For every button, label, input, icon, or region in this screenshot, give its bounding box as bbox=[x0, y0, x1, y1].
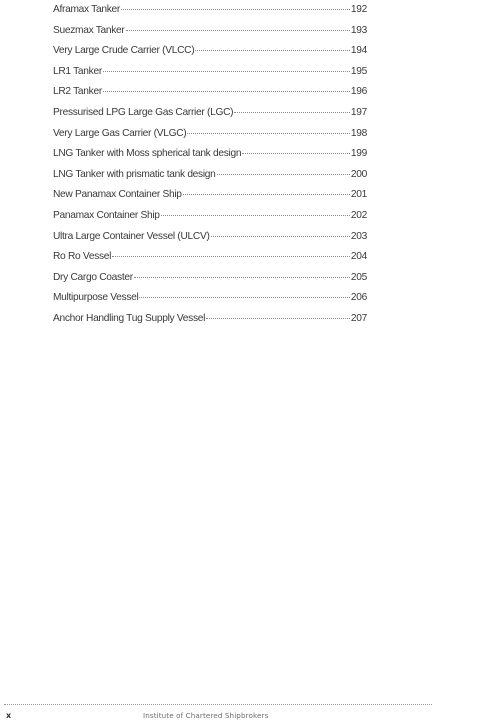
toc-entry bbox=[53, 66, 367, 87]
dot-leader bbox=[195, 50, 350, 51]
toc-entry-page: 205 bbox=[350, 271, 367, 283]
dot-leader bbox=[103, 91, 350, 92]
toc-entry-title: Anchor Handling Tug Supply Vessel bbox=[53, 312, 206, 324]
toc-entry bbox=[53, 169, 367, 190]
dot-leader bbox=[242, 153, 350, 154]
toc-entry-page: 202 bbox=[350, 209, 367, 221]
dot-leader bbox=[134, 277, 350, 278]
toc-entry-page: 198 bbox=[350, 127, 367, 139]
dot-leader bbox=[161, 215, 350, 216]
table-of-contents bbox=[53, 4, 367, 334]
toc-entry-page: 193 bbox=[350, 24, 367, 36]
toc-entry bbox=[53, 25, 367, 46]
toc-entry-title: LNG Tanker with prismatic tank design bbox=[53, 168, 216, 180]
footer-page-number: x bbox=[6, 711, 12, 720]
dot-leader bbox=[112, 256, 350, 257]
toc-entry bbox=[53, 292, 367, 313]
dot-leader bbox=[183, 194, 350, 195]
dot-leader bbox=[121, 9, 350, 10]
toc-entry-page: 199 bbox=[350, 148, 367, 160]
toc-entry-title: Ro Ro Vessel bbox=[53, 251, 112, 263]
dot-leader bbox=[103, 71, 350, 72]
toc-entry-title: Suezmax Tanker bbox=[53, 24, 125, 36]
dot-leader bbox=[126, 30, 350, 31]
toc-entry-page: 201 bbox=[350, 189, 367, 201]
toc-entry-title: LR1 Tanker bbox=[53, 65, 102, 77]
toc-entry-title: Aframax Tanker bbox=[53, 4, 120, 15]
dot-leader bbox=[217, 174, 350, 175]
footer-publisher: Institute of Chartered Shipbrokers bbox=[143, 711, 269, 720]
dot-leader bbox=[187, 133, 349, 134]
toc-entry-title: LNG Tanker with Moss spherical tank design bbox=[53, 148, 242, 160]
toc-entry-page: 203 bbox=[350, 230, 367, 242]
dot-leader bbox=[234, 112, 350, 113]
toc-entry-page: 204 bbox=[350, 251, 367, 263]
toc-entry bbox=[53, 148, 367, 169]
toc-entry-title: Multipurpose Vessel bbox=[53, 292, 139, 304]
toc-entry-title: Very Large Gas Carrier (VLGC) bbox=[53, 127, 187, 139]
toc-entry bbox=[53, 210, 367, 231]
dot-leader bbox=[211, 236, 350, 237]
dot-leader bbox=[139, 297, 349, 298]
toc-entry-page: 194 bbox=[350, 45, 367, 57]
toc-entry-title: Ultra Large Container Vessel (ULCV) bbox=[53, 230, 210, 242]
toc-entry bbox=[53, 4, 367, 25]
toc-entry bbox=[53, 86, 367, 107]
toc-entry-title: LR2 Tanker bbox=[53, 86, 102, 98]
toc-entry-page: 207 bbox=[350, 312, 367, 324]
toc-entry-title: Dry Cargo Coaster bbox=[53, 271, 133, 283]
toc-entry bbox=[53, 45, 367, 66]
toc-entry bbox=[53, 272, 367, 293]
toc-entry-page: 200 bbox=[350, 168, 367, 180]
toc-entry-title: Panamax Container Ship bbox=[53, 209, 160, 221]
toc-entry bbox=[53, 231, 367, 252]
dot-leader bbox=[206, 318, 350, 319]
toc-entry-page: 197 bbox=[350, 106, 367, 118]
footer-divider bbox=[4, 704, 432, 705]
toc-entry bbox=[53, 251, 367, 272]
toc-entry-title: New Panamax Container Ship bbox=[53, 189, 182, 201]
toc-entry-page: 192 bbox=[350, 4, 367, 15]
toc-entry-page: 206 bbox=[350, 292, 367, 304]
toc-entry bbox=[53, 189, 367, 210]
toc-entry-title: Pressurised LPG Large Gas Carrier (LGC) bbox=[53, 106, 234, 118]
toc-entry-title: Very Large Crude Carrier (VLCC) bbox=[53, 45, 195, 57]
toc-entry bbox=[53, 107, 367, 128]
toc-entry-page: 195 bbox=[350, 65, 367, 77]
toc-entry bbox=[53, 313, 367, 334]
toc-entry bbox=[53, 128, 367, 149]
toc-entry-page: 196 bbox=[350, 86, 367, 98]
